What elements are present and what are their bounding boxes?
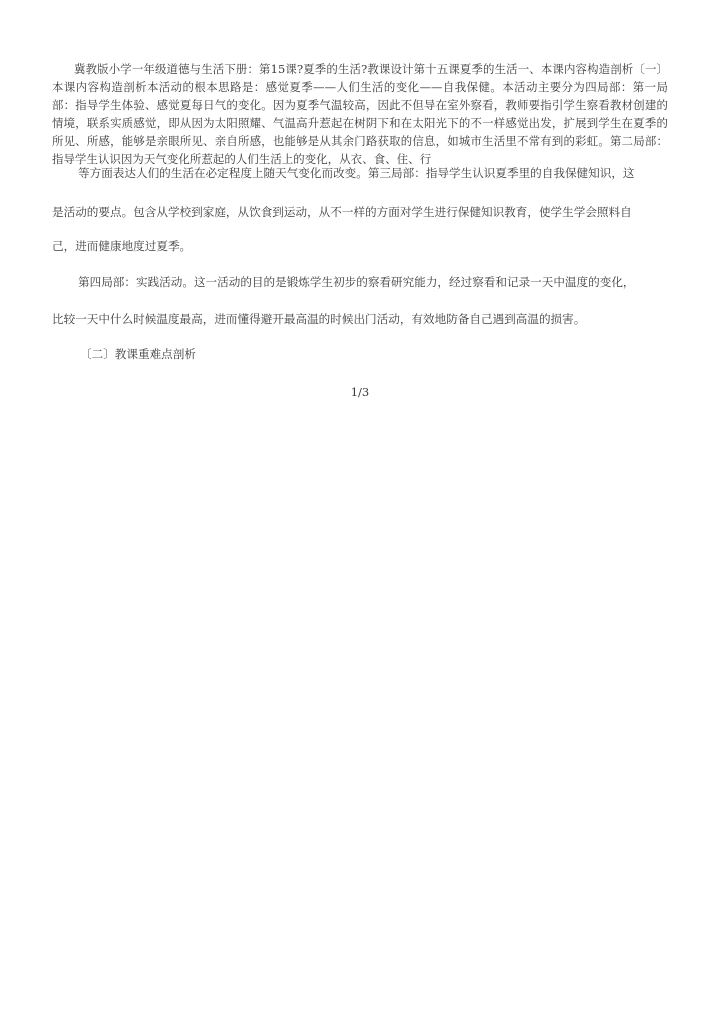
paragraph-line-3: 己，进而健康地度过夏季。 [52, 239, 192, 253]
paragraph-line-5: 比较一天中什么时候温度最高，进而懂得避开最高温的时候出门活动，有效地防备自己遇到高温的损害。 [52, 312, 586, 326]
section-heading: 〔二〕教课重难点剖析 [80, 347, 196, 361]
paragraph-line-1: 等方面表达人们的生活在必定程度上随天气变化而改变。第三局部：指导学生认识夏季里的自我保健知识，这 [78, 166, 635, 180]
paragraph-line-4: 第四局部：实践活动。这一活动的目的是锻炼学生初步的察看研究能力，经过察看和记录一天中温度的变化， [78, 275, 635, 289]
page-number: 1/3 [350, 385, 370, 399]
paragraph-line-2: 是活动的要点。包含从学校到家庭，从饮食到运动，从不一样的方面对学生进行保健知识教育，使学生学会照料自 [52, 205, 632, 219]
intro-paragraph: 冀教版小学一年级道德与生活下册：第15课?夏季的生活?教课设计第十五课夏季的生活一、本课内容构造剖析〔一〕本课内容构造剖析本活动的根本思路是：感觉夏季——人们生活的变化——自我保健。本活动主要分为四局部：第一局部：指导学生体验、感觉夏每日气的变化。因为夏季气温较高，因此不但导在室外察看，教师要指引学生察看教材创建的情境，联系实质感觉，即从因为太阳照耀、气温高升惹起在树阴下和在太阳光下的不一样感觉出发，扩展到学生在夏季的所见、所感，能够是亲眼所见、亲自所感，也能够是从其余门路获取的信息，如城市生活里不常有到的彩虹。第二局部：指导学生认识因为天气变化所惹起的人们生活上的变化，从衣、食、住、行 [52, 62, 668, 166]
